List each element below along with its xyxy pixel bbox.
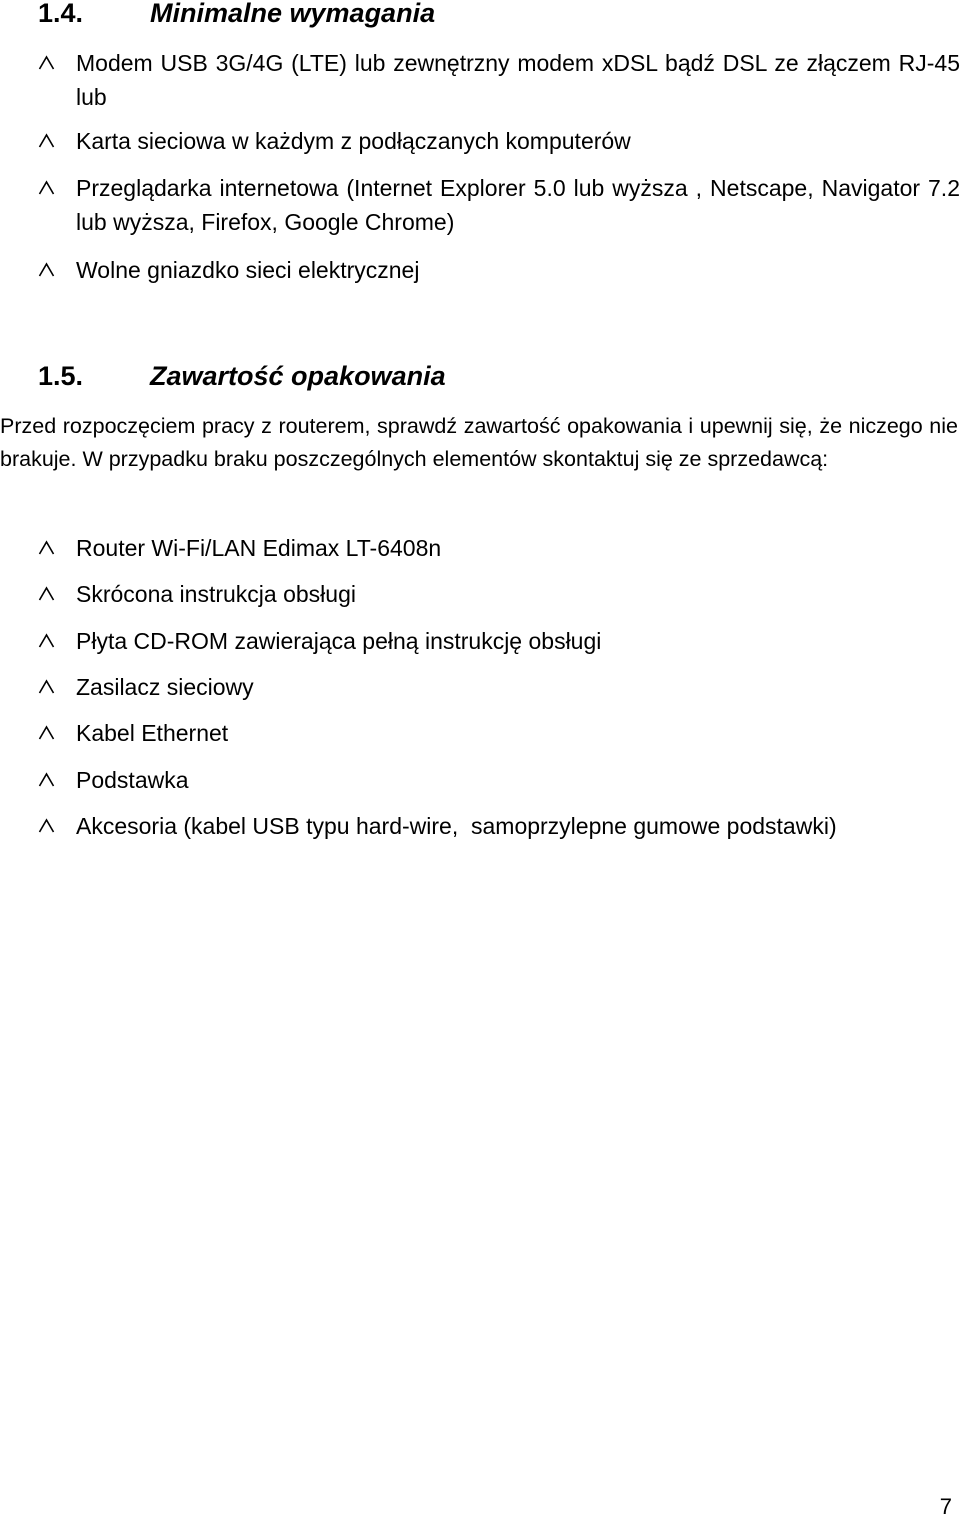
caret-up-icon bbox=[38, 540, 55, 556]
list-item-text: Podstawka bbox=[76, 767, 189, 793]
package-check-paragraph: Przed rozpoczęciem pracy z routerem, sprawdź zawartość opakowania i upewnij się, że niczego nie brakuje. W przypadku braku poszczególnych elementów skontaktuj się ze sprzedawcą: bbox=[0, 414, 958, 471]
list-item-text: Skrócona instrukcja obsługi bbox=[76, 581, 356, 607]
caret-up-icon bbox=[38, 725, 55, 741]
list-item-text: Zasilacz sieciowy bbox=[76, 674, 254, 700]
list-item-text: Płyta CD-ROM zawierająca pełną instrukcję obsługi bbox=[76, 628, 602, 654]
list-item bbox=[0, 46, 960, 116]
caret-up-icon bbox=[38, 818, 55, 834]
list-item-text: Akcesoria (kabel USB typu hard-wire, samoprzylepne gumowe podstawki) bbox=[76, 813, 837, 839]
caret-up-icon bbox=[38, 55, 55, 71]
caret-up-icon bbox=[38, 262, 55, 278]
caret-up-icon bbox=[38, 180, 55, 196]
page-number: 7 bbox=[939, 1494, 952, 1519]
section-title-package-contents bbox=[38, 361, 446, 391]
section-heading: Zawartość opakowania bbox=[150, 361, 446, 391]
section-heading: Minimalne wymagania bbox=[150, 0, 436, 28]
section-title-minimal-requirements bbox=[38, 0, 435, 28]
list-item bbox=[0, 809, 960, 879]
caret-up-icon bbox=[38, 133, 55, 149]
section-number: 1.5. bbox=[38, 361, 84, 391]
list-item-text: Wolne gniazdko sieci elektrycznej bbox=[76, 257, 420, 283]
list-item bbox=[0, 171, 960, 241]
list-item bbox=[0, 253, 960, 323]
caret-up-icon bbox=[38, 633, 55, 649]
list-item-text: Karta sieciowa w każdym z podłączanych komputerów bbox=[76, 128, 631, 154]
caret-up-icon bbox=[38, 586, 55, 602]
list-item-text: Router Wi-Fi/LAN Edimax LT-6408n bbox=[76, 535, 442, 561]
list-item-text: Przeglądarka internetowa (Internet Explorer 5.0 lub wyższa , Netscape, Navigator 7.2 lub wyższa, Firefox, Google Chrome) bbox=[76, 175, 960, 235]
caret-up-icon bbox=[38, 772, 55, 788]
list-item-text: Modem USB 3G/4G (LTE) lub zewnętrzny modem xDSL bądź DSL ze złączem RJ-45 lub bbox=[76, 50, 960, 110]
section-number: 1.4. bbox=[38, 0, 84, 28]
list-item-text: Kabel Ethernet bbox=[76, 720, 229, 746]
caret-up-icon bbox=[38, 679, 55, 695]
